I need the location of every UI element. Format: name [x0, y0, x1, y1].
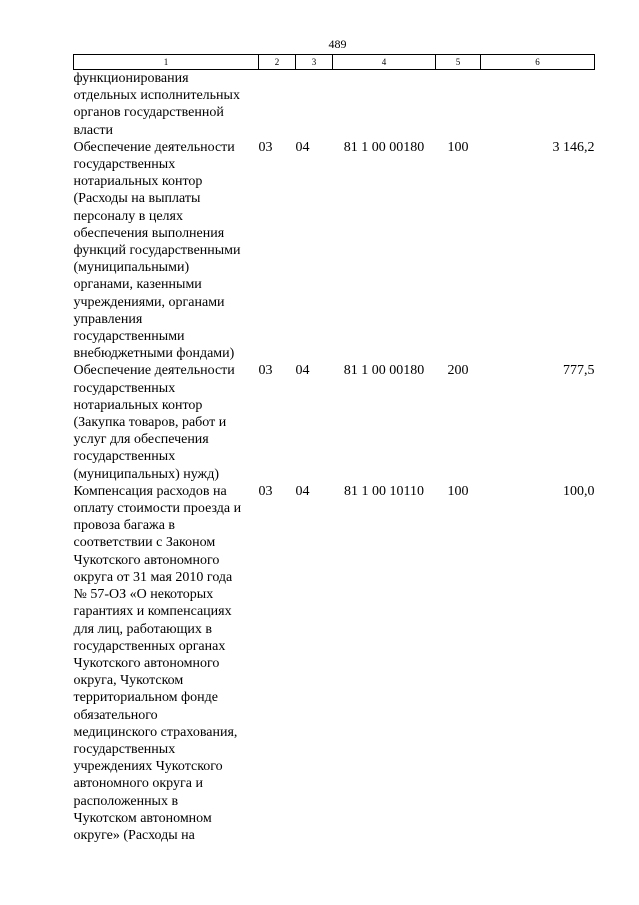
description-line: для лиц, работающих в	[73, 621, 213, 637]
description-line: государственных	[73, 380, 176, 396]
table-row	[74, 483, 595, 844]
description-line: (муниципальными)	[73, 260, 190, 276]
row-section: 03	[258, 139, 273, 155]
description-line: государственных органах	[73, 638, 226, 654]
description-line: государственными	[73, 329, 185, 345]
description-line: (Закупка товаров, работ и	[73, 415, 227, 431]
description-line: округа, Чукотском	[73, 673, 184, 689]
row-target-article: 81 1 00 00180	[343, 363, 425, 379]
description-line: персоналу в целях	[73, 208, 183, 224]
description-line: функций государственными	[73, 243, 241, 259]
description-line: соответствии с Законом	[73, 535, 216, 551]
row-amount: 100,0	[563, 483, 595, 499]
description-line: услуг для обеспечения	[73, 432, 209, 448]
row-amount	[481, 70, 595, 139]
column-header-amount: 6	[481, 55, 595, 70]
table-row	[74, 362, 595, 482]
description-line: Чукотского автономного	[73, 552, 220, 568]
row-target-article: 81 1 00 00180	[343, 139, 425, 155]
description-line: оплату стоимости проезда и	[73, 501, 242, 517]
description-line: Компенсация расходов на	[73, 483, 227, 499]
row-description	[74, 362, 259, 482]
description-line: учреждениями, органами	[73, 294, 225, 310]
row-section	[259, 70, 296, 139]
description-line: обязательного	[73, 707, 158, 723]
description-line: отдельных исполнительных	[73, 88, 240, 104]
description-line: автономного округа и	[73, 776, 203, 792]
description-line: округа от 31 мая 2010 года	[73, 569, 233, 585]
description-line: власти	[73, 122, 113, 138]
description-line: государственных	[73, 449, 176, 465]
description-line: нотариальных контор	[73, 174, 203, 190]
description-line: округе» (Расходы на	[73, 827, 195, 843]
column-header-subsection: 3	[296, 55, 333, 70]
description-line: нотариальных контор	[73, 397, 203, 413]
description-line: функционирования	[73, 71, 189, 86]
description-line: Чукотского автономного	[73, 655, 220, 671]
row-subsection	[296, 70, 333, 139]
description-line: государственных	[73, 157, 176, 173]
row-expense-type: 100	[447, 139, 469, 155]
description-line: № 57-ОЗ «О некоторых	[73, 587, 214, 603]
description-line: Обеспечение деятельности	[73, 363, 235, 379]
column-header-section: 2	[259, 55, 296, 70]
row-description	[74, 139, 259, 363]
description-line: провоза багажа в	[73, 518, 176, 534]
row-amount: 777,5	[563, 363, 595, 379]
description-line: управления	[73, 311, 143, 327]
description-line: гарантиях и компенсациях	[73, 604, 232, 620]
row-description	[74, 70, 259, 139]
description-line: органами, казенными	[73, 277, 202, 293]
row-amount: 3 146,2	[552, 139, 595, 155]
row-subsection: 04	[295, 363, 310, 379]
column-header-expense-type: 5	[436, 55, 481, 70]
budget-table	[73, 54, 595, 844]
description-line: (Расходы на выплаты	[73, 191, 201, 207]
description-line: Обеспечение деятельности	[73, 139, 235, 155]
row-description	[74, 483, 259, 844]
row-subsection: 04	[295, 483, 310, 499]
description-line: государственных	[73, 741, 176, 757]
row-subsection: 04	[295, 139, 310, 155]
description-line: (муниципальных) нужд)	[73, 466, 220, 482]
description-line: внебюджетными фондами)	[73, 346, 235, 362]
row-section: 03	[258, 483, 273, 499]
column-header-target-article: 4	[333, 55, 436, 70]
description-line: учреждениях Чукотского	[73, 759, 223, 775]
row-target-article: 81 1 00 10110	[344, 483, 424, 499]
table-header-row	[74, 55, 595, 70]
table-row	[74, 70, 595, 139]
row-expense-type	[436, 70, 481, 139]
description-line: обеспечения выполнения	[73, 225, 225, 241]
description-line: органов государственной	[73, 105, 224, 121]
column-header-name: 1	[74, 55, 259, 70]
description-line: Чукотском автономном	[73, 810, 212, 826]
row-expense-type: 100	[447, 483, 469, 499]
row-expense-type: 200	[447, 363, 469, 379]
description-line: территориальном фонде	[73, 690, 218, 706]
row-target-article	[333, 70, 436, 139]
description-line: медицинского страхования,	[73, 724, 238, 740]
page-number: 489	[328, 37, 347, 51]
row-section: 03	[258, 363, 273, 379]
description-line: расположенных в	[73, 793, 179, 809]
table-row	[74, 139, 595, 363]
